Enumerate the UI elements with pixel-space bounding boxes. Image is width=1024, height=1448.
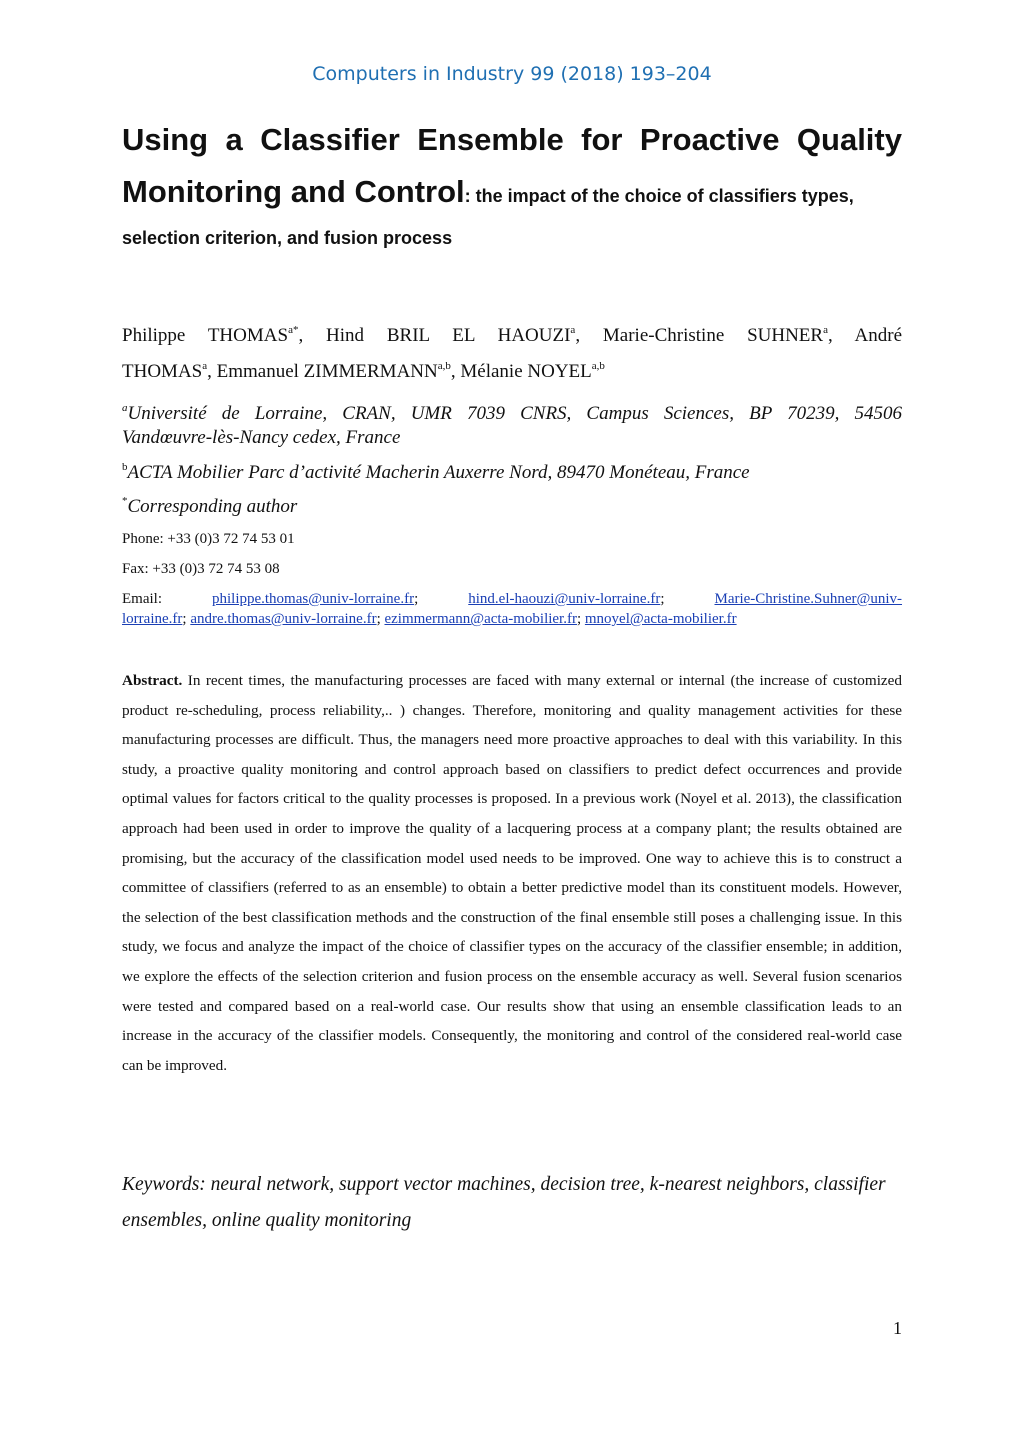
email-link[interactable]: andre.thomas@univ-lorraine.fr xyxy=(190,611,377,627)
fax-number: Fax: +33 (0)3 72 74 53 08 xyxy=(122,561,280,577)
affiliation-a xyxy=(122,402,902,450)
keywords xyxy=(122,1167,902,1239)
email-line-2: lorraine.fr; andre.thomas@univ-lorraine.fr; ezimmermann@acta-mobilier.fr; mnoyel@acta-mobilier.fr xyxy=(122,611,737,627)
phone-number: Phone: +33 (0)3 72 74 53 01 xyxy=(122,531,295,547)
author-name: Marie-Christine SUHNER xyxy=(602,325,824,346)
paper-title xyxy=(122,118,902,249)
title-main: Monitoring and Control xyxy=(122,174,465,209)
email-label: Email: xyxy=(122,591,162,607)
author-line-2: THOMAS$^a$, Emmanuel ZIMMERMANN$^{a,b}$, Mélanie NOYEL$^{a,b}$ xyxy=(122,360,605,382)
affiliation-b-text: ACTA Mobilier Parc d’activité Macherin Auxerre Nord, 89470 Monéteau, France xyxy=(127,462,750,483)
keywords-label: Keywords: xyxy=(122,1174,206,1195)
author-name: Emmanuel ZIMMERMANN xyxy=(216,361,438,382)
email-link[interactable]: mnoyel@acta-mobilier.fr xyxy=(584,611,737,627)
author-name: Philippe THOMAS xyxy=(122,325,289,346)
author-affiliation-mark: a* xyxy=(288,324,299,336)
affiliation-a-text: Université de Lorraine, CRAN, UMR 7039 CNRS, Campus Sciences, BP 70239, 54506 xyxy=(127,403,902,424)
abstract xyxy=(122,666,902,1080)
email-link[interactable]: Marie-Christine.Suhner@univ- xyxy=(714,591,903,607)
author-name: André xyxy=(854,325,902,346)
corresponding-author-text: Corresponding author xyxy=(127,496,298,517)
author-affiliation-mark: a xyxy=(202,360,208,372)
corresponding-author xyxy=(122,495,902,519)
author-affiliation-mark: a,b xyxy=(437,360,451,372)
affiliation-b xyxy=(122,461,902,485)
author-name: Hind BRIL EL HAOUZI xyxy=(326,325,571,346)
affiliation-a-line-2: Vandœuvre-lès-Nancy cedex, France xyxy=(122,427,401,448)
title-subtitle: : the impact of the choice of classifiers types, xyxy=(464,186,854,206)
email-block xyxy=(122,589,902,629)
email-line-1: Email: philippe.thomas@univ-lorraine.fr; hind.el-haouzi@univ-lorraine.fr; Marie-Christine.Suhner@univ- xyxy=(122,591,903,607)
title-line-3: selection criterion, and fusion process xyxy=(122,228,453,248)
journal-citation: Computers in Industry 99 (2018) 193–204 xyxy=(312,63,712,85)
email-link[interactable]: lorraine.fr xyxy=(122,611,183,627)
corresponding-mark: * xyxy=(122,495,128,507)
author-line-1: Philippe $THOMAS^{a*}$, Hind BRIL EL HAOUZI$^a$, Marie-Christine SUHNER$^a$, André xyxy=(122,324,902,346)
email-link[interactable]: hind.el-haouzi@univ-lorraine.fr xyxy=(468,591,661,607)
abstract-text: In recent times, the manufacturing processes are faced with many external or internal (the increase of customized product re-scheduling, process reliability,.. ) changes. Therefore, monitoring and quality management activities for these manufacturing processes are difficult. Thus, the managers need more proactive approaches to deal with this variability. In this study, a proactive quality monitoring and control approach based on classifiers to predict defect occurrences and provide optimal values for factors critical to the quality processes is proposed. In a previous work (Noyel et al. 2013), the classification approach had been used in order to improve the quality of a lacquering process at a company plant; the results obtained are promising, but the accuracy of the classification model used needs to be improved. One way to achieve this is to construct a committee of classifiers (referred to as an ensemble) to obtain a better predictive model than its constituent models. However, the selection of the best classification methods and the construction of the final ensemble still poses a challenging issue. In this study, we focus and analyze the impact of the choice of classifier types on the accuracy of the classifier ensemble; in addition, we explore the effects of the selection criterion and fusion process on the ensemble accuracy as well. Several fusion scenarios were tested and compared based on a real-world case. Our results show that using an ensemble classification leads to an increase in the accuracy of the classifier models. Consequently, the monitoring and control of the considered real-world case can be improved. xyxy=(122,672,902,1074)
affiliation-mark: a xyxy=(122,402,128,414)
page-number: 1 xyxy=(893,1318,902,1338)
affiliation-mark: b xyxy=(122,461,128,473)
affiliation-a-line-1 xyxy=(122,402,902,426)
title-line-2 xyxy=(122,170,902,218)
abstract-label: Abstract. xyxy=(122,672,183,689)
email-link[interactable]: philippe.thomas@univ-lorraine.fr xyxy=(211,591,415,607)
email-link[interactable]: ezimmermann@acta-mobilier.fr xyxy=(384,611,577,627)
keywords-text: neural network, support vector machines, decision tree, k-nearest neighbors, classifier ensembles, online quality monitoring xyxy=(122,1174,886,1231)
author-name: THOMAS xyxy=(122,361,203,382)
author-name: Mélanie NOYEL xyxy=(460,361,592,382)
author-affiliation-mark: a xyxy=(823,324,828,336)
author-affiliation-mark: a xyxy=(570,324,576,336)
author-list xyxy=(122,318,902,390)
author-affiliation-mark: a,b xyxy=(591,360,605,372)
title-line-1: Using a Classifier Ensemble for Proactive Quality xyxy=(122,122,902,157)
